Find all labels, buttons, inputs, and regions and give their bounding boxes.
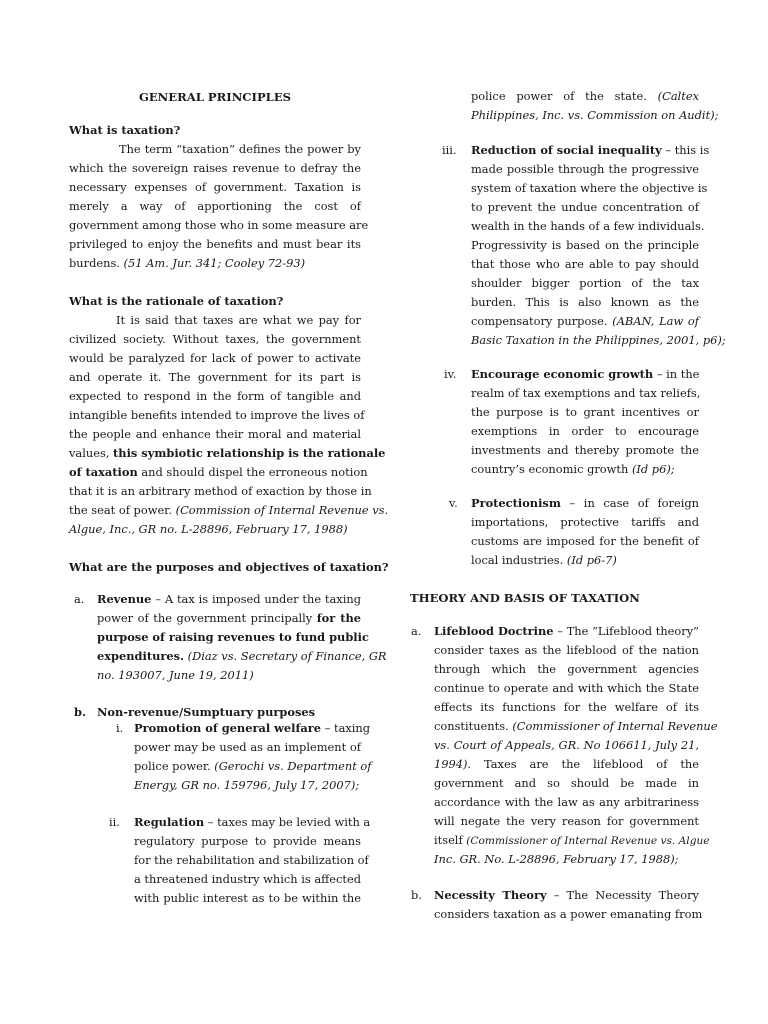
- lifeblood-text: constituents.: [434, 719, 509, 733]
- inequality-line: that those who are able to pay should: [471, 257, 699, 271]
- revenue-line: [97, 647, 387, 666]
- growth-line: realm of tax exemptions and tax reliefs,: [471, 386, 701, 400]
- taxation-definition-line: necessary expenses of government. Taxation is: [69, 180, 361, 194]
- lifeblood-text: Taxes are the lifeblood of the: [484, 757, 699, 771]
- rationale-text: and should dispel the erroneous notion: [141, 465, 368, 479]
- citation: (Id p6-7): [566, 553, 617, 567]
- list-marker-b: b.: [411, 888, 422, 902]
- growth-label: Encourage economic growth: [471, 367, 654, 381]
- inequality-line: to prevent the undue concentration of: [471, 200, 699, 214]
- purpose-social-inequality: [471, 141, 726, 351]
- protectionism-text: – in case of foreign: [569, 496, 699, 510]
- welfare-label: Promotion of general welfare: [134, 721, 322, 735]
- revenue-emphasis: expenditures.: [97, 649, 184, 663]
- rationale-line: and operate it. The government for its part is: [69, 370, 361, 384]
- lifeblood-line: consider taxes as the lifeblood of the nation: [434, 643, 699, 657]
- inequality-label: Reduction of social inequality: [471, 143, 662, 157]
- lifeblood-text: – The “Lifeblood theory”: [557, 624, 699, 638]
- taxation-definition-line: government among those who in some measure are: [69, 218, 369, 232]
- rationale-text: values,: [69, 446, 110, 460]
- growth-text: – in the: [656, 367, 700, 381]
- revenue-label: Revenue: [97, 592, 152, 606]
- taxation-definition-line: merely a way of apportioning the cost of: [69, 199, 361, 213]
- regulation-text: police power of the state.: [471, 89, 647, 103]
- welfare-text: police power.: [134, 759, 211, 773]
- lifeblood-line: effects its functions for the welfare of its: [434, 700, 699, 714]
- purpose-protectionism: [471, 494, 699, 574]
- question-rationale: What is the rationale of taxation?: [69, 294, 284, 308]
- lifeblood-line: [434, 831, 710, 850]
- protectionism-line: importations, protective tariffs and: [471, 515, 699, 529]
- citation: Basic Taxation in the Philippines, 2001, p6);: [471, 333, 726, 347]
- revenue-text: power of the government principally: [97, 611, 313, 625]
- inequality-text: – this is: [665, 143, 710, 157]
- question-what-is-taxation: What is taxation?: [69, 123, 181, 137]
- regulation-continuation: [471, 87, 719, 127]
- rationale-line: intangible benefits intended to improve the lives of: [69, 408, 365, 422]
- purpose-regulation: [134, 813, 371, 913]
- rationale-line: the people and enhance their moral and material: [69, 427, 361, 441]
- lifeblood-line: [434, 622, 699, 641]
- citation: (Commissioner of Internal Revenue: [512, 719, 718, 733]
- lifeblood-line: continue to operate and with which the State: [434, 681, 699, 695]
- rationale-line: civilized society. Without taxes, the government: [69, 332, 361, 346]
- inequality-line: made possible through the progressive: [471, 162, 699, 176]
- regulation-line: for the rehabilitation and stabilization of: [134, 853, 369, 867]
- taxation-definition-line: [69, 254, 361, 273]
- list-marker-i: i.: [116, 721, 124, 735]
- revenue-emphasis: for the: [316, 611, 361, 625]
- necessity-theory: [434, 886, 703, 926]
- rationale-text: the seat of power.: [69, 503, 172, 517]
- growth-text: country’s economic growth: [471, 462, 629, 476]
- citation: (ABAN, Law of: [612, 314, 699, 328]
- purpose-revenue: [97, 590, 387, 690]
- list-marker-v: v.: [449, 496, 458, 510]
- citation: (Commissioner of Internal Revenue vs. Algue: [466, 835, 710, 847]
- citation: vs. Court of Appeals, GR. No 106611, July 21,: [434, 738, 699, 752]
- inequality-line: wealth in the hands of a few individuals.: [471, 219, 705, 233]
- necessity-text: – The Necessity Theory: [553, 888, 699, 902]
- welfare-line: power may be used as an implement of: [134, 740, 361, 754]
- lifeblood-text: itself: [434, 833, 463, 847]
- welfare-text: – taxing: [324, 721, 371, 735]
- section-heading-theory: THEORY AND BASIS OF TAXATION: [410, 591, 640, 605]
- citation: 1994).: [434, 757, 472, 771]
- citation: (Caltex: [657, 89, 699, 103]
- rationale-line: expected to respond in the form of tangible and: [69, 389, 361, 403]
- list-marker-b: b.: [74, 705, 86, 719]
- taxation-definition-line: privileged to enjoy the benefits and must bear its: [69, 237, 361, 251]
- regulation-text: – taxes may be levied with a: [207, 815, 371, 829]
- lifeblood-line: through which the government agencies: [434, 662, 699, 676]
- inequality-line: [471, 141, 710, 160]
- list-marker-a: a.: [411, 624, 422, 638]
- regulation-line: regulatory purpose to provide means: [134, 834, 361, 848]
- inequality-line: [471, 312, 699, 331]
- revenue-line: [97, 609, 361, 628]
- rationale-line: would be paralyzed for lack of power to activate: [69, 351, 361, 365]
- citation: (Id p6);: [631, 462, 675, 476]
- nonrevenue-heading: Non-revenue/Sumptuary purposes: [97, 705, 316, 719]
- growth-line: investments and thereby promote the: [471, 443, 699, 457]
- regulation-label: Regulation: [134, 815, 205, 829]
- regulation-line: [134, 813, 371, 832]
- protectionism-line: [471, 494, 699, 513]
- list-marker-iv: iv.: [444, 367, 457, 381]
- regulation-line: a threatened industry which is affected: [134, 872, 361, 886]
- necessity-label: Necessity Theory: [434, 888, 547, 902]
- question-purposes: What are the purposes and objectives of taxation?: [69, 560, 389, 574]
- list-marker-a: a.: [74, 592, 85, 606]
- protectionism-text: local industries.: [471, 553, 564, 567]
- inequality-text: compensatory purpose.: [471, 314, 608, 328]
- revenue-text: – A tax is imposed under the taxing: [155, 592, 361, 606]
- inequality-line: Progressivity is based on the principle: [471, 238, 699, 252]
- citation: Inc. GR. No. L-28896, February 17, 1988);: [434, 852, 679, 866]
- citation: Energy, GR no. 159796, July 17, 2007);: [134, 778, 360, 792]
- lifeblood-doctrine: [434, 622, 718, 872]
- lifeblood-label: Lifeblood Doctrine: [434, 624, 554, 638]
- citation: (Commission of Internal Revenue vs.: [175, 503, 389, 517]
- revenue-emphasis: purpose of raising revenues to fund public: [97, 630, 369, 644]
- lifeblood-line: will negate the very reason for government: [434, 814, 699, 828]
- rationale-line: [69, 463, 368, 482]
- rationale-line: It is said that taxes are what we pay for: [116, 313, 361, 327]
- revenue-line: [97, 590, 361, 609]
- citation: (Gerochi vs. Department of: [214, 759, 372, 773]
- taxation-definition-line: The term “taxation” defines the power by: [119, 142, 361, 156]
- citation: Philippines, Inc. vs. Commission on Audit);: [471, 108, 719, 122]
- protectionism-line: customs are imposed for the benefit of: [471, 534, 699, 548]
- rationale-line: that it is an arbitrary method of exaction by those in: [69, 484, 372, 498]
- rationale-emphasis: of taxation: [69, 465, 138, 479]
- growth-line: exemptions in order to encourage: [471, 424, 699, 438]
- citation: (51 Am. Jur. 341; Cooley 72-93): [123, 256, 306, 270]
- rationale-line: [69, 444, 386, 463]
- inequality-line: shoulder bigger portion of the tax: [471, 276, 699, 290]
- citation: Algue, Inc., GR no. L-28896, February 17, 1988): [69, 522, 348, 536]
- inequality-line: burden. This is also known as the: [471, 295, 699, 309]
- taxation-definition-line: which the sovereign raises revenue to defray the: [69, 161, 361, 175]
- protectionism-label: Protectionism: [471, 496, 561, 510]
- necessity-line: [434, 886, 699, 905]
- growth-line: [471, 365, 699, 384]
- regulation-line: [471, 87, 699, 106]
- inequality-line: system of taxation where the objective is: [471, 181, 708, 195]
- citation: (Diaz vs. Secretary of Finance, GR: [187, 649, 387, 663]
- rationale-emphasis: this symbiotic relationship is the rationale: [113, 446, 386, 460]
- citation: no. 193007, June 19, 2011): [97, 668, 254, 682]
- lifeblood-line: [434, 755, 699, 774]
- rationale-line: [69, 501, 389, 520]
- page-title: GENERAL PRINCIPLES: [138, 90, 292, 104]
- welfare-line: [134, 719, 371, 738]
- list-marker-ii: ii.: [109, 815, 120, 829]
- regulation-line: with public interest as to be within the: [134, 891, 361, 905]
- lifeblood-line: government and so should be made in: [434, 776, 699, 790]
- growth-line: the purpose is to grant incentives or: [471, 405, 699, 419]
- protectionism-line: [471, 551, 699, 570]
- necessity-line: considers taxation as a power emanating from: [434, 907, 703, 921]
- welfare-line: [134, 757, 372, 776]
- purpose-economic-growth: [471, 365, 699, 485]
- lifeblood-line: [434, 717, 718, 736]
- taxation-definition-end: burdens.: [69, 256, 120, 270]
- purpose-general-welfare: [134, 719, 372, 799]
- lifeblood-line: accordance with the law as any arbitrariness: [434, 795, 699, 809]
- list-marker-iii: iii.: [442, 143, 457, 157]
- growth-line: [471, 460, 699, 479]
